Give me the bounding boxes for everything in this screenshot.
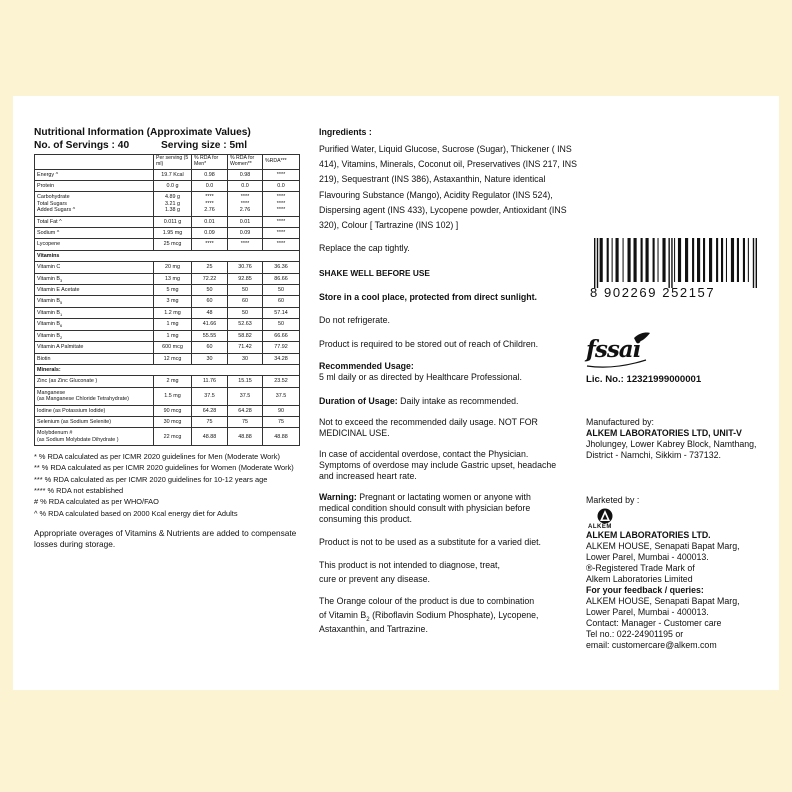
nutrient-men-cell: 75 — [192, 416, 228, 427]
email: email: customercare@alkem.com — [586, 640, 717, 650]
barcode-bar — [716, 238, 718, 282]
barcode-bar — [668, 238, 669, 288]
nutrition-row — [35, 376, 300, 387]
nutrient-name — [35, 273, 154, 284]
nutrient-rda-cell: 50 — [263, 319, 300, 330]
barcode-bar — [721, 238, 723, 282]
nutrient-men-cell: 37.5 — [192, 387, 228, 405]
replace-cap-text: Replace the cap tightly. — [319, 243, 410, 254]
nutrient-name — [35, 262, 154, 273]
nutrient-women-cell: 71.42 — [228, 342, 263, 353]
nutrient-women-cell: 0.09 — [228, 228, 263, 239]
nutrition-row — [35, 405, 300, 416]
barcode-bar — [703, 238, 705, 282]
nutrient-rda-cell: 77.92 — [263, 342, 300, 353]
warning-label: Warning: — [319, 492, 357, 503]
nutrient-name — [35, 353, 154, 364]
serving-size: Serving size : 5ml — [161, 140, 248, 151]
barcode-bar — [628, 238, 631, 282]
manufacturer-label: Manufactured by: — [586, 417, 654, 427]
nutrient-per-cell: 1.95 mg — [154, 228, 192, 239]
barcode-bar — [756, 238, 757, 288]
fssai-licence: Lic. No.: 12321999000001 — [586, 374, 702, 385]
nutrient-name-text: Biotin — [37, 355, 51, 362]
nutrient-women-cell: 30.76 — [228, 262, 263, 273]
warning-line — [319, 492, 559, 525]
nutrient-men-cell: 64.28 — [192, 405, 228, 416]
nutrient-name-subscript: 3 — [59, 277, 63, 283]
nutrient-men-cell: 50 — [192, 285, 228, 296]
colour-2-sub: 2 — [366, 616, 370, 623]
ingredients-title: Ingredients : — [319, 127, 372, 137]
nutrition-header-cell: % RDA for Men* — [192, 155, 228, 170]
nutrient-women-cell: 60 — [228, 296, 263, 307]
nutrient-name — [35, 405, 154, 416]
nutrient-per-cell: 25 mcg — [154, 239, 192, 250]
barcode-bars — [590, 236, 770, 288]
nutrient-per-cell: 1.5 mg — [154, 387, 192, 405]
nutrient-per-cell: 600 mcg — [154, 342, 192, 353]
not-exceed-text: Not to exceed the recommended daily usage. NOT FOR MEDICINAL USE. — [319, 417, 538, 439]
nutrient-women-cell: 52.63 — [228, 319, 263, 330]
nutrition-header-cell: % RDA for Women** — [228, 155, 263, 170]
nutrition-header-cell — [35, 155, 154, 170]
barcode-bar — [748, 238, 749, 282]
nutrition-section-label: Vitamins — [35, 250, 300, 261]
nutrient-name-text: Sodium ^ — [37, 230, 60, 237]
nutrient-name-text: Vitamin C — [37, 264, 61, 271]
barcode-bar — [597, 238, 598, 288]
nutrient-name-text: Iodine (as Potassium Iodide) — [37, 407, 106, 414]
nutrient-name — [35, 181, 154, 192]
duration-line — [319, 394, 579, 409]
nutrient-name-text: Selenium (as Sodium Selenite) — [37, 418, 112, 425]
nutrient-per-cell: 3 mg — [154, 296, 192, 307]
nutrient-name — [35, 319, 154, 330]
colour-1: The Orange colour of the product is due to combination — [319, 596, 535, 607]
barcode-bar — [731, 238, 734, 282]
nutrient-name — [35, 330, 154, 341]
nutrient-name — [35, 169, 154, 180]
nutrition-row — [35, 239, 300, 250]
marketer-block — [586, 495, 639, 506]
marketer-name: ALKEM LABORATORIES LTD. — [586, 530, 711, 540]
nutrient-men-cell: 0.09 — [192, 228, 228, 239]
footnote-line: ** % RDA calculated as per ICMR 2020 guidelines for Women (Moderate Work) — [34, 463, 294, 473]
nutrient-rda-cell: 37.5 — [263, 387, 300, 405]
nutrient-men-cell: **** — [192, 239, 228, 250]
usage-text: 5 ml daily or as directed by Healthcare Professional. — [319, 371, 522, 382]
nutrient-per-cell: 0.0 g — [154, 181, 192, 192]
feedback-address-1: ALKEM HOUSE, Senapati Bapat Marg, — [586, 596, 740, 606]
alkem-logo-text: ALKEM — [588, 524, 612, 530]
nutrient-rda-cell: **** — [263, 169, 300, 180]
nutrient-name-text: Total Fat ^ — [37, 218, 62, 225]
barcode-bar — [594, 238, 595, 288]
nutrient-women-cell: 15.15 — [228, 376, 263, 387]
nutrient-women-cell: 0.01 — [228, 216, 263, 227]
nutrient-name — [35, 342, 154, 353]
barcode-bar — [726, 238, 727, 282]
nutrition-row — [35, 307, 300, 318]
nutrition-row — [35, 330, 300, 341]
nutrition-row — [35, 319, 300, 330]
nutrient-name — [35, 192, 154, 216]
nutrient-rda-cell: 34.28 — [263, 353, 300, 364]
nutrition-row — [35, 285, 300, 296]
nutrition-header-row — [35, 155, 300, 170]
nutrient-men-cell: 30 — [192, 353, 228, 364]
nutrient-rda-cell: 66.66 — [263, 330, 300, 341]
manufacturer-address-1: Jholungey, Lower Kabrey Block, Namthang, — [586, 439, 757, 449]
manufacturer-name: ALKEM LABORATORIES LTD, UNIT-V — [586, 428, 742, 438]
nutrition-row — [35, 228, 300, 239]
nutrition-row — [35, 262, 300, 273]
nutrient-name-text: Vitamin A Palmitate — [37, 344, 84, 351]
nutrient-per-cell: 90 mcg — [154, 405, 192, 416]
nutrient-name-text: Vitamin B — [37, 298, 60, 305]
nutrient-men-cell: 60 — [192, 342, 228, 353]
overdose-text: In case of accidental overdose, contact the Physician. Symptoms of overdose may include Gastric upset, headache and increased heart rate. — [319, 449, 557, 482]
nutrient-name-text: Energy ^ — [37, 171, 59, 178]
nutrient-rda-cell: **** — [263, 216, 300, 227]
nutrition-row — [35, 342, 300, 353]
fssai-logo-text: fssai — [586, 336, 641, 363]
barcode — [590, 236, 770, 300]
nutrient-rda-cell: 86.66 — [263, 273, 300, 284]
nutrient-name — [35, 387, 154, 405]
fssai-logo — [584, 330, 654, 370]
nutrient-name-text: Manganese (as Manganese Chloride Tetrahydrate) — [37, 389, 129, 403]
barcode-bar — [737, 238, 739, 282]
nutrient-name-text: Vitamin B — [37, 332, 60, 339]
nutrient-per-cell: 2 mg — [154, 376, 192, 387]
nutrient-men-cell: 11.76 — [192, 376, 228, 387]
nutrient-per-cell: 1.2 mg — [154, 307, 192, 318]
nutrient-women-cell: 0.98 — [228, 169, 263, 180]
nutrient-name — [35, 239, 154, 250]
nutrition-row — [35, 353, 300, 364]
nutrient-men-cell: 48.88 — [192, 428, 228, 446]
nutrient-women-cell: 48.88 — [228, 428, 263, 446]
footnote-line: # % RDA calculated as per WHO/FAO — [34, 497, 159, 507]
nutrient-per-cell: 12 mcg — [154, 353, 192, 364]
nutrient-women-cell: 92.85 — [228, 273, 263, 284]
barcode-bar — [607, 238, 609, 282]
nutrient-rda-cell: 90 — [263, 405, 300, 416]
colour-2b: (Riboflavin Sodium Phosphate), Lycopene, — [369, 610, 539, 621]
nutrient-name-text: Lycopene — [37, 241, 61, 248]
nutrition-header-cell: %RDA*** — [263, 155, 300, 170]
servings-line — [34, 139, 299, 152]
barcode-bar — [653, 238, 655, 282]
barcode-bar — [623, 238, 624, 282]
barcode-bar — [600, 238, 603, 282]
marketer-label: Marketed by : — [586, 495, 640, 505]
nutrient-rda-cell: **** **** **** — [263, 192, 300, 216]
nutrient-men-cell: 41.66 — [192, 319, 228, 330]
feedback-address-2: Lower Parel, Mumbai - 400013. — [586, 607, 709, 617]
alkem-logo-icon — [594, 508, 616, 524]
nutrition-row — [35, 169, 300, 180]
contact: Contact: Manager - Customer care — [586, 618, 722, 628]
nutrient-women-cell: 58.82 — [228, 330, 263, 341]
nutrient-men-cell: 48 — [192, 307, 228, 318]
nutrient-women-cell: 37.5 — [228, 387, 263, 405]
colour-2 — [319, 608, 579, 622]
nutrient-rda-cell: 60 — [263, 296, 300, 307]
trademark-2: Alkem Laboratories Limited — [586, 574, 693, 584]
barcode-bar — [692, 238, 694, 282]
barcode-bar — [743, 238, 745, 282]
nutrient-rda-cell: 0.0 — [263, 181, 300, 192]
footnotes — [34, 451, 299, 519]
overage-note: Appropriate overages of Vitamins & Nutrients are added to compensate losses during storage. — [34, 527, 297, 550]
colour-2a: of Vitamin B — [319, 610, 367, 621]
nutrient-men-cell: 0.0 — [192, 181, 228, 192]
nutrient-rda-cell: 23.52 — [263, 376, 300, 387]
nutrient-name-text: Vitamin E Acetate — [37, 287, 80, 294]
nutrient-name — [35, 416, 154, 427]
nutrient-per-cell: 0.011 g — [154, 216, 192, 227]
nutrient-per-cell: 1 mg — [154, 330, 192, 341]
nutrient-women-cell: 0.0 — [228, 181, 263, 192]
marketer-address-1: ALKEM HOUSE, Senapati Bapat Marg, — [586, 541, 740, 551]
nutrient-men-cell: 0.01 — [192, 216, 228, 227]
nutrient-men-cell: 55.55 — [192, 330, 228, 341]
manufacturer-address-2: District - Namchi, Sikkim - 737132. — [586, 450, 721, 460]
nutrient-rda-cell: 57.14 — [263, 307, 300, 318]
barcode-bar — [697, 238, 700, 282]
nutrient-name — [35, 216, 154, 227]
nutrient-women-cell: 50 — [228, 307, 263, 318]
nutrition-table — [34, 154, 300, 446]
nutrient-name-text: Vitamin B — [37, 275, 60, 282]
nutrient-women-cell: **** — [228, 239, 263, 250]
barcode-bar — [658, 238, 659, 282]
nutrient-per-cell: 13 mg — [154, 273, 192, 284]
nutrient-name-text: Vitamin B — [37, 321, 60, 328]
servings-count: No. of Servings : 40 — [34, 140, 130, 151]
duration-label: Duration of Usage: — [319, 395, 398, 406]
usage-title: Recommended Usage: — [319, 360, 414, 371]
barcode-bar — [709, 238, 712, 282]
barcode-bar — [671, 238, 672, 288]
barcode-bar — [753, 238, 754, 288]
nutrient-name — [35, 307, 154, 318]
nutrient-rda-cell: 48.88 — [263, 428, 300, 446]
barcode-bar — [662, 238, 665, 282]
nutrient-per-cell: 30 mcg — [154, 416, 192, 427]
nutrient-women-cell: 64.28 — [228, 405, 263, 416]
nutrition-title: Nutritional Information (Approximate Values) — [34, 127, 251, 138]
footnote-line: *** % RDA calculated as per ICMR 2020 guidelines for 10-12 years age — [34, 474, 268, 484]
nutrient-men-cell: 72.22 — [192, 273, 228, 284]
nutrient-per-cell: 19.7 Kcal — [154, 169, 192, 180]
nutrition-row — [35, 216, 300, 227]
nutrient-name — [35, 428, 154, 446]
not-intended-1: This product is not intended to diagnose, treat, — [319, 560, 500, 571]
tel: Tel no.: 022-24901195 or — [586, 629, 684, 639]
shake-well-text: SHAKE WELL BEFORE USE — [319, 267, 430, 278]
nutrient-name — [35, 228, 154, 239]
trademark-1: ®-Registered Trade Mark of — [586, 563, 695, 573]
nutrient-rda-cell: 36.36 — [263, 262, 300, 273]
marketer-address-2: Lower Parel, Mumbai - 400013. — [586, 552, 709, 562]
nutrient-women-cell: **** **** 2.76 — [228, 192, 263, 216]
nutrient-per-cell: 5 mg — [154, 285, 192, 296]
marketer-details — [586, 530, 740, 651]
nutrition-section — [34, 126, 299, 551]
barcode-digits: 8 902269 252157 — [590, 285, 716, 300]
barcode-bar — [616, 238, 619, 282]
nutrition-row — [35, 181, 300, 192]
nutrient-name-text: Vitamin B — [37, 309, 60, 316]
nutrient-men-cell: 60 — [192, 296, 228, 307]
nutrition-section-row — [35, 250, 300, 261]
duration-text: Daily intake as recommended. — [397, 395, 519, 406]
warning-text: Pregnant or lactating women or anyone with medical condition should consult with physician before consuming this product. — [319, 492, 531, 525]
nutrient-name — [35, 285, 154, 296]
nutrition-row — [35, 428, 300, 446]
nutrient-rda-cell: 75 — [263, 416, 300, 427]
barcode-bar — [612, 238, 613, 282]
nutrient-men-cell: **** **** 2.76 — [192, 192, 228, 216]
nutrient-name — [35, 376, 154, 387]
footnote-line: **** % RDA not established — [34, 486, 124, 496]
storage-text: Store in a cool place, protected from direct sunlight. — [319, 291, 538, 302]
nutrient-women-cell: 50 — [228, 285, 263, 296]
nutrition-row — [35, 273, 300, 284]
nutrient-name-subscript: 5 — [59, 300, 63, 306]
nutrient-name-subscript: 2 — [59, 334, 63, 340]
nutrition-header-cell: Per serving (5 ml) — [154, 155, 192, 170]
nutrient-name-text: Zinc (as Zinc Gluconate ) — [37, 378, 98, 385]
nutrition-row — [35, 296, 300, 307]
not-intended-2: cure or prevent any disease. — [319, 574, 431, 585]
footnote-line: ^ % RDA calculated based on 2000 Kcal energy diet for Adults — [34, 508, 238, 518]
nutrient-rda-cell: **** — [263, 228, 300, 239]
colour-3: Astaxanthin, and Tartrazine. — [319, 624, 428, 635]
barcode-bar — [685, 238, 688, 282]
nutrient-rda-cell: **** — [263, 239, 300, 250]
nutrient-women-cell: 30 — [228, 353, 263, 364]
nutrient-women-cell: 75 — [228, 416, 263, 427]
instructions-section — [319, 126, 579, 636]
nutrient-name-subscript: 6 — [59, 323, 63, 329]
nutrition-row — [35, 192, 300, 216]
barcode-bar — [641, 238, 643, 282]
manufacturer-block — [586, 417, 757, 461]
nutrient-name-text: Carbohydrate Total Sugars Added Sugars ^ — [37, 194, 76, 214]
barcode-bar — [678, 238, 681, 282]
barcode-bar — [646, 238, 649, 282]
nutrient-name-text: Protein — [37, 183, 55, 189]
nutrient-name-text: Molybdenum # (as Sodium Molybdate Dihydrate ) — [37, 430, 119, 443]
nutrient-per-cell: 4.89 g 3.21 g 1.38 g — [154, 192, 192, 216]
nutrient-rda-cell: 50 — [263, 285, 300, 296]
nutrient-per-cell: 1 mg — [154, 319, 192, 330]
nutrient-per-cell: 20 mg — [154, 262, 192, 273]
feedback-label: For your feedback / queries: — [586, 585, 704, 595]
nutrient-name — [35, 296, 154, 307]
barcode-bar — [634, 238, 637, 282]
nutrition-row — [35, 387, 300, 405]
nutrient-name-subscript: 1 — [59, 311, 63, 317]
barcode-bar — [674, 238, 675, 282]
nutrition-row — [35, 416, 300, 427]
nutrition-section-label: Minerals: — [35, 364, 300, 375]
nutrient-men-cell: 25 — [192, 262, 228, 273]
nutrient-men-cell: 0.98 — [192, 169, 228, 180]
refrigerate-text: Do not refrigerate. — [319, 315, 390, 326]
footnote-line: * % RDA calculated as per ICMR 2020 guidelines for Men (Moderate Work) — [34, 452, 280, 462]
nutrition-section-row — [35, 364, 300, 375]
children-text: Product is required to be stored out of reach of Children. — [319, 339, 539, 350]
ingredients-text: Purified Water, Liquid Glucose, Sucrose (Sugar), Thickener ( INS 414), Vitamins, Minerals, Coconut oil, Preservatives (INS 217, INS 219), Sequestrant (INS 386), Astaxanthin, Nature identical Flavouring Substance (Mango), Acidity Regulator (INS 524), Dispersing agent (INS 433), Lycopene powder, Antioxidant (INS 320), Colour [ Tartrazine (INS 102) ] — [319, 144, 577, 231]
nutrient-per-cell: 22 mcg — [154, 428, 192, 446]
substitute-text: Product is not to be used as a substitute for a varied diet. — [319, 537, 542, 548]
